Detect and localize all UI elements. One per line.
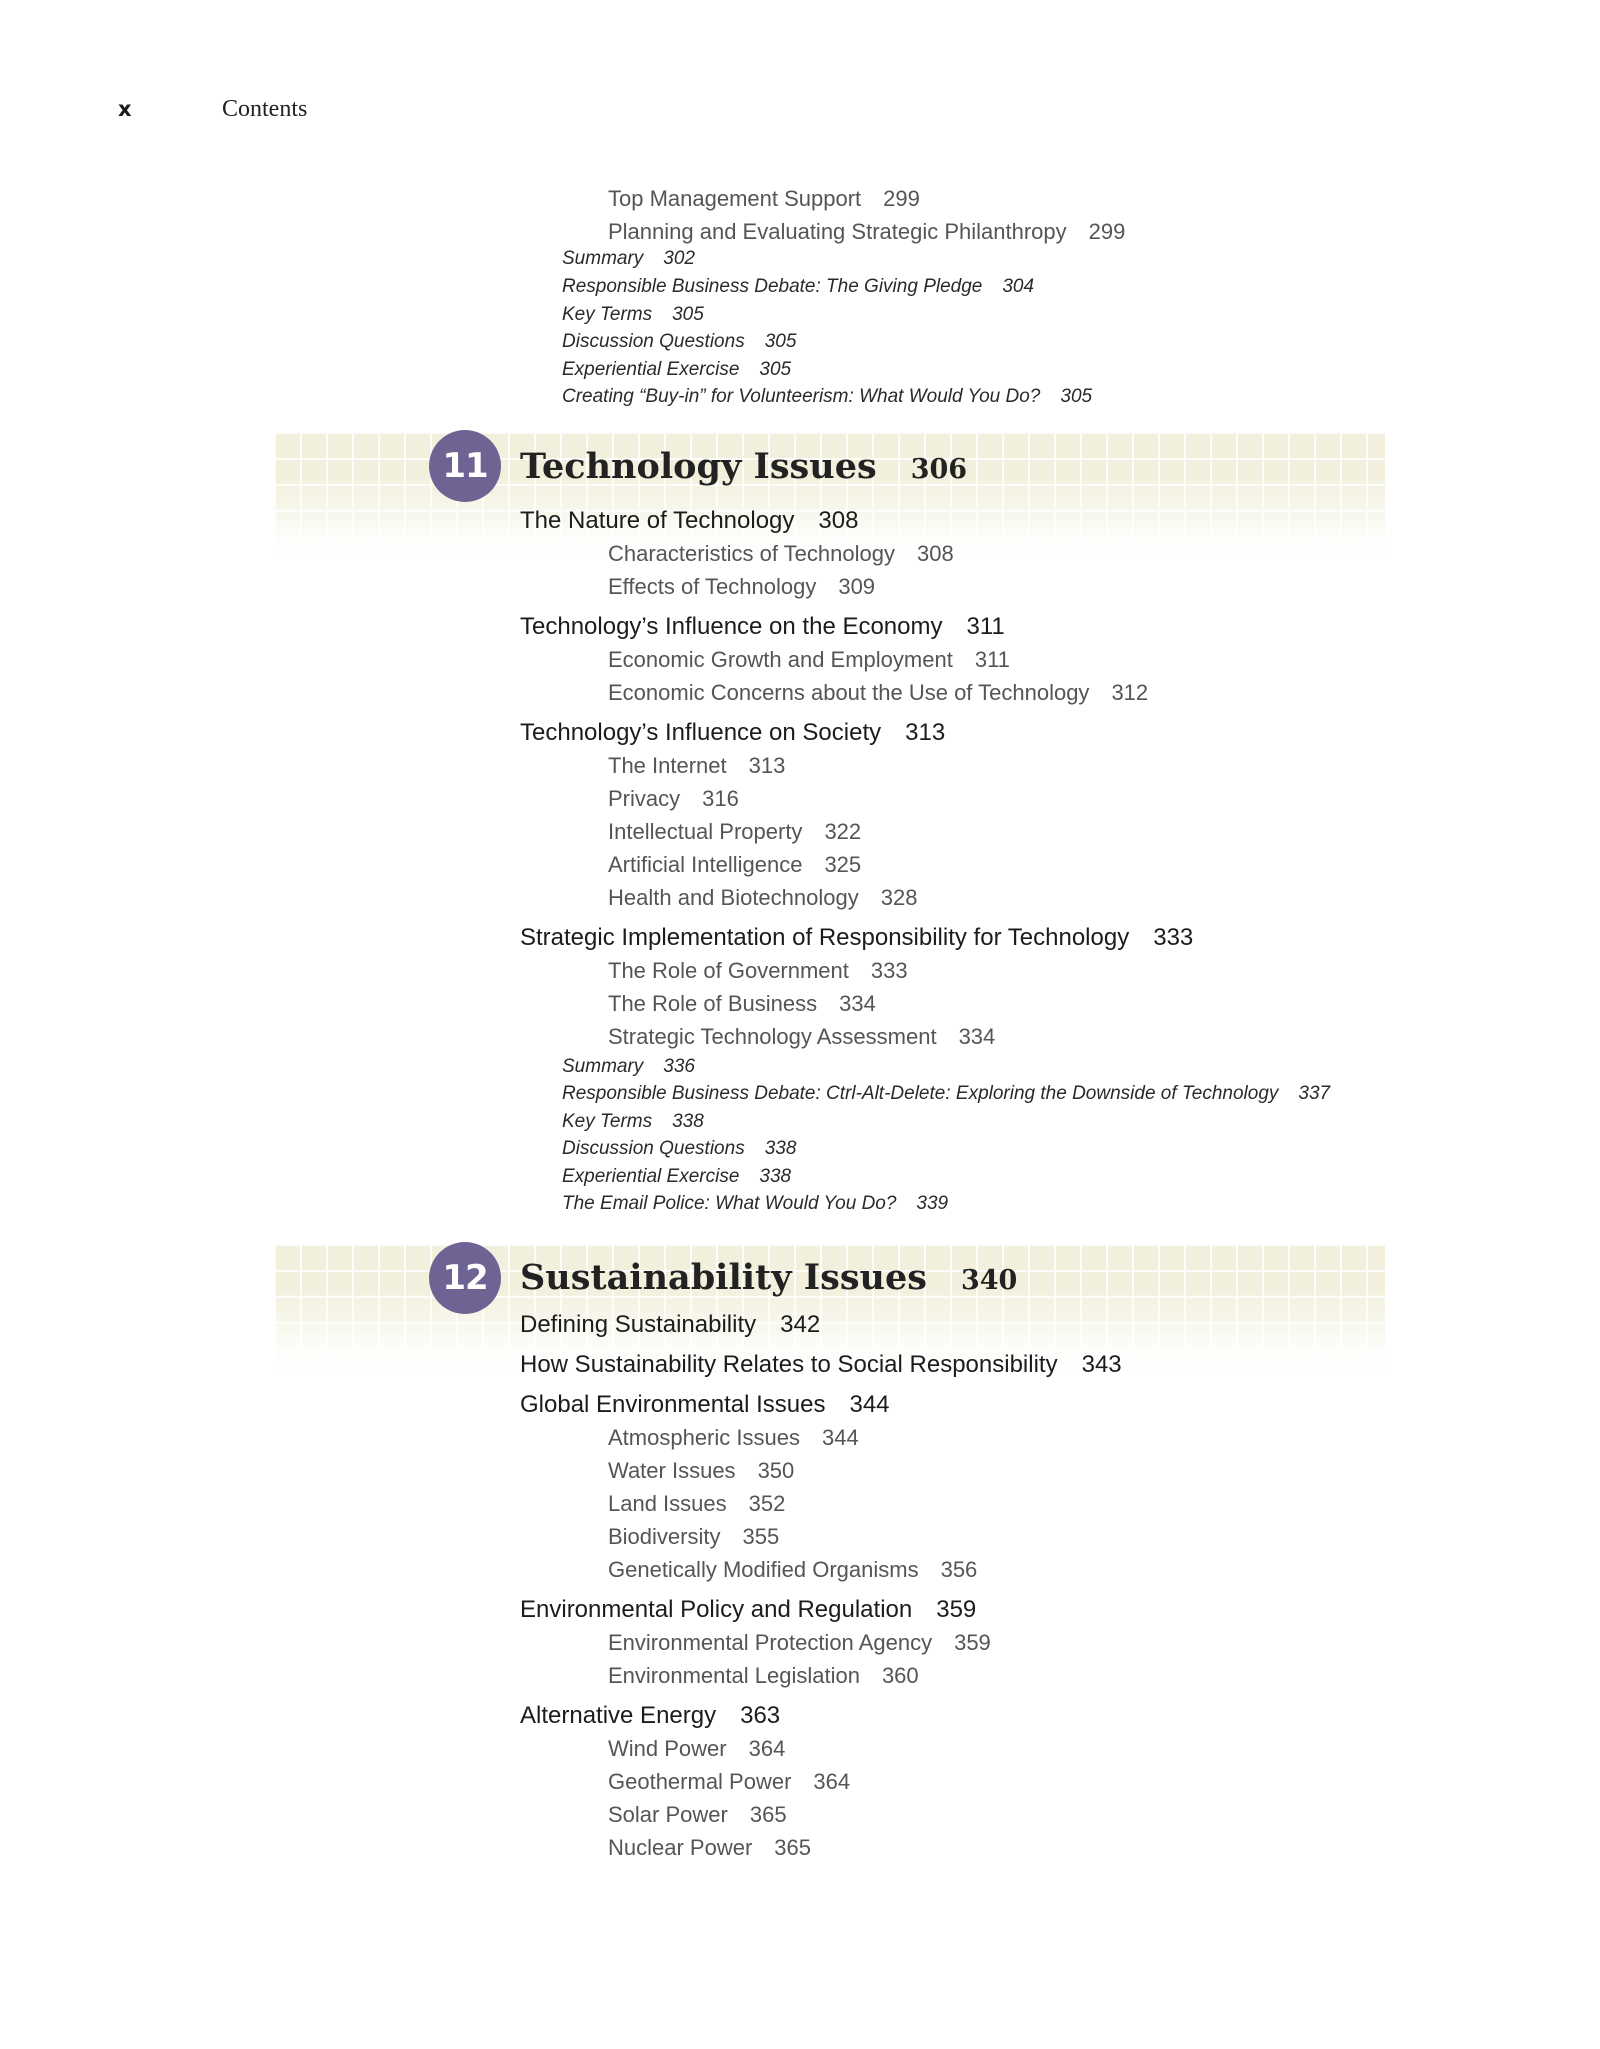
toc-subsection[interactable]: Atmospheric Issues 344 (608, 1425, 859, 1450)
toc-back-matter-item[interactable]: Responsible Business Debate: Ctrl-Alt-Delete: Exploring the Downside of Technology 337 (562, 1083, 1331, 1104)
chapter-title[interactable]: Sustainability Issues 340 (520, 1257, 1018, 1298)
toc-subsection[interactable]: Geothermal Power 364 (608, 1769, 851, 1794)
toc-section[interactable]: Technology’s Influence on Society 313 (520, 719, 946, 746)
toc-section[interactable]: Environmental Policy and Regulation 359 (520, 1596, 977, 1623)
toc-back-matter-item[interactable]: Discussion Questions 338 (562, 1138, 797, 1159)
toc-subsection[interactable]: Strategic Technology Assessment 334 (608, 1024, 996, 1049)
toc-section[interactable]: Alternative Energy 363 (520, 1702, 781, 1729)
toc-back-matter-item[interactable]: Summary 336 (562, 1056, 695, 1077)
toc-back-matter-item[interactable]: Discussion Questions 305 (562, 331, 797, 352)
toc-subsection[interactable]: Characteristics of Technology 308 (608, 541, 954, 566)
toc-section[interactable]: Technology’s Influence on the Economy 311 (520, 613, 1005, 640)
toc-subsection[interactable]: Environmental Legislation 360 (608, 1663, 919, 1688)
toc-subsection[interactable]: The Role of Government 333 (608, 958, 908, 983)
toc-subsection[interactable]: Top Management Support 299 (608, 186, 920, 211)
toc-subsection[interactable]: Economic Concerns about the Use of Technology 312 (608, 680, 1149, 705)
toc-back-matter-item[interactable]: Key Terms 338 (562, 1111, 704, 1132)
toc-subsection[interactable]: The Internet 313 (608, 753, 786, 778)
toc-back-matter-item[interactable]: Responsible Business Debate: The Giving Pledge 304 (562, 276, 1035, 297)
toc-section[interactable]: The Nature of Technology 308 (520, 507, 859, 534)
toc-back-matter-item[interactable]: The Email Police: What Would You Do? 339 (562, 1193, 949, 1214)
chapter-number-badge: 12 (429, 1242, 501, 1314)
toc-subsection[interactable]: Nuclear Power 365 (608, 1835, 811, 1860)
toc-back-matter-item[interactable]: Key Terms 305 (562, 304, 704, 325)
toc-subsection[interactable]: Economic Growth and Employment 311 (608, 647, 1010, 672)
running-head-title: Contents (222, 96, 308, 122)
toc-subsection[interactable]: Effects of Technology 309 (608, 574, 876, 599)
chapter-title[interactable]: Technology Issues 306 (520, 446, 968, 487)
toc-back-matter-item[interactable]: Summary 302 (562, 248, 695, 269)
toc-section[interactable]: Global Environmental Issues 344 (520, 1391, 890, 1418)
toc-subsection[interactable]: Genetically Modified Organisms 356 (608, 1557, 978, 1582)
toc-subsection[interactable]: Wind Power 364 (608, 1736, 786, 1761)
chapter-number-badge: 11 (429, 430, 501, 502)
toc-subsection[interactable]: Artificial Intelligence 325 (608, 852, 862, 877)
toc-subsection[interactable]: Solar Power 365 (608, 1802, 787, 1827)
toc-subsection[interactable]: Planning and Evaluating Strategic Philanthropy 299 (608, 219, 1126, 244)
running-head (118, 96, 307, 126)
toc-back-matter-item[interactable]: Experiential Exercise 305 (562, 359, 792, 380)
page-folio: x (118, 97, 132, 121)
toc-subsection[interactable]: Privacy 316 (608, 786, 739, 811)
toc-section[interactable]: How Sustainability Relates to Social Responsibility 343 (520, 1351, 1122, 1378)
toc-subsection[interactable]: Water Issues 350 (608, 1458, 795, 1483)
toc-subsection[interactable]: Intellectual Property 322 (608, 819, 862, 844)
toc-back-matter-item[interactable]: Experiential Exercise 338 (562, 1166, 792, 1187)
toc-subsection[interactable]: Health and Biotechnology 328 (608, 885, 918, 910)
toc-section[interactable]: Defining Sustainability 342 (520, 1311, 821, 1338)
toc-subsection[interactable]: Land Issues 352 (608, 1491, 786, 1516)
toc-back-matter-item[interactable]: Creating “Buy-in” for Volunteerism: What Would You Do? 305 (562, 386, 1093, 407)
toc-section[interactable]: Strategic Implementation of Responsibility for Technology 333 (520, 924, 1194, 951)
toc-subsection[interactable]: The Role of Business 334 (608, 991, 876, 1016)
toc-subsection[interactable]: Biodiversity 355 (608, 1524, 780, 1549)
toc-subsection[interactable]: Environmental Protection Agency 359 (608, 1630, 991, 1655)
